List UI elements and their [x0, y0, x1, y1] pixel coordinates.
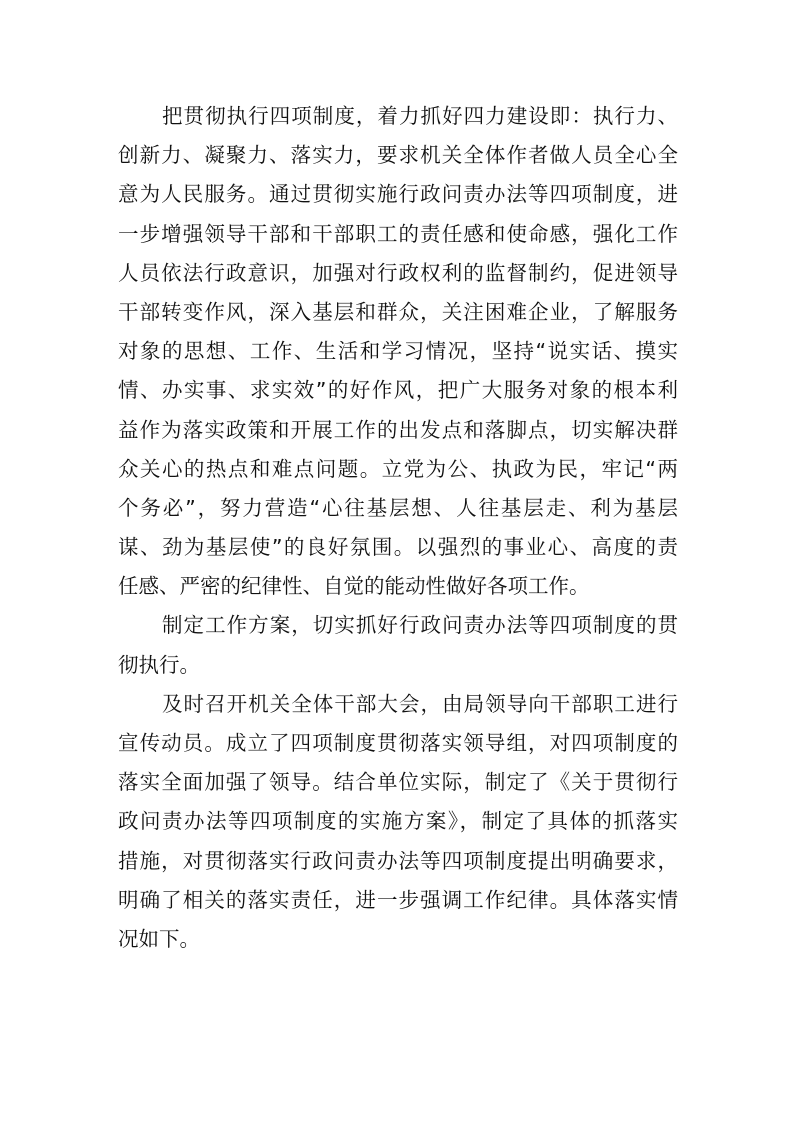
paragraph-3-line-5: 措施，对贯彻落实行政问责办法等四项制度提出明确要求， [118, 848, 678, 873]
paragraph-1-line-12: 谋、劲为基层使”的良好氛围。以强烈的事业心、高度的责 [118, 535, 678, 560]
paragraph-1-line-6: 干部转变作风，深入基层和群众，关注困难企业，了解服务 [118, 299, 678, 324]
paragraph-1-line-3: 意为人民服务。通过贯彻实施行政问责办法等四项制度，进 [118, 182, 678, 207]
paragraph-3-line-4: 政问责办法等四项制度的实施方案》，制定了具体的抓落实 [118, 809, 678, 834]
paragraph-1-line-4: 一步增强领导干部和干部职工的责任感和使命感，强化工作 [118, 221, 678, 246]
paragraph-3-line-1: 及时召开机关全体干部大会，由局领导向干部职工进行 [162, 691, 678, 716]
paragraph-3-line-6: 明确了相关的落实责任，进一步强调工作纪律。具体落实情 [118, 887, 678, 912]
paragraph-1-line-11: 个务必”，努力营造“心往基层想、人往基层走、利为基层 [118, 495, 678, 520]
paragraph-2-line-2: 彻执行。 [118, 652, 200, 677]
paragraph-1-line-5: 人员依法行政意识，加强对行政权利的监督制约，促进领导 [118, 260, 678, 285]
document-body [118, 97, 678, 959]
paragraph-1-line-13: 任感、严密的纪律性、自觉的能动性做好各项工作。 [118, 574, 590, 599]
paragraph-1-line-10: 众关心的热点和难点问题。立党为公、执政为民，牢记“两 [118, 456, 678, 481]
paragraph-2-line-1: 制定工作方案，切实抓好行政问责办法等四项制度的贯 [162, 613, 678, 638]
paragraph-3-line-2: 宣传动员。成立了四项制度贯彻落实领导组，对四项制度的 [118, 731, 678, 755]
paragraph-1-line-8: 情、办实事、求实效”的好作风，把广大服务对象的根本利 [118, 378, 678, 403]
paragraph-1-line-1: 把贯彻执行四项制度，着力抓好四力建设即：执行力、 [162, 104, 678, 128]
paragraph-1-line-2: 创新力、凝聚力、落实力，要求机关全体作者做人员全心全 [118, 143, 678, 168]
paragraph-1-line-9: 益作为落实政策和开展工作的出发点和落脚点，切实解决群 [118, 417, 678, 442]
paragraph-3-line-3: 落实全面加强了领导。结合单位实际，制定了《关于贯彻行 [118, 770, 678, 795]
paragraph-1-line-7: 对象的思想、工作、生活和学习情况，坚持“说实话、摸实 [118, 339, 678, 364]
paragraph-3-line-7: 况如下。 [118, 926, 200, 951]
